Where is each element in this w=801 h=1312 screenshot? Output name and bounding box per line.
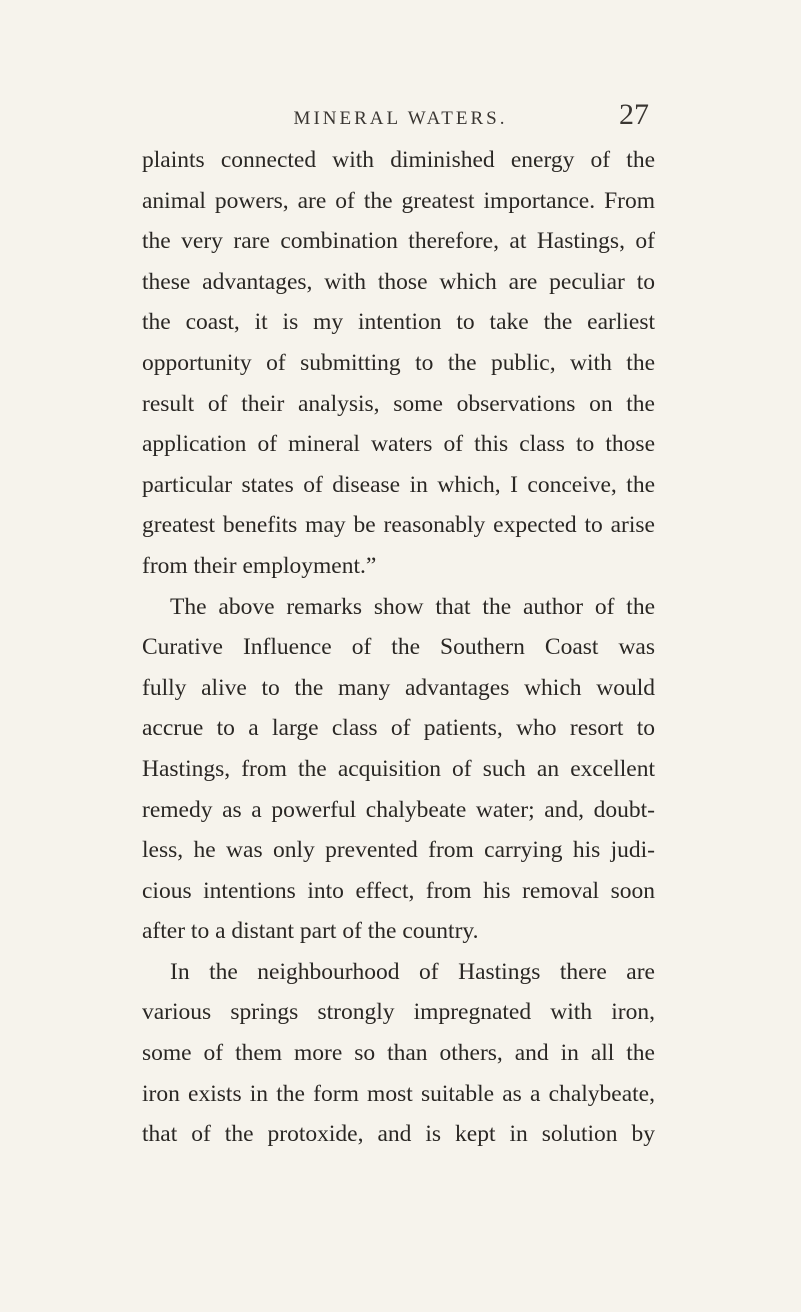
- paragraph: [142, 140, 655, 587]
- text-line: animal powers, are of the greatest importance. From: [142, 187, 655, 214]
- text-line: fully alive to the many advantages which would: [142, 674, 655, 701]
- text-line: the coast, it is my intention to take the earliest: [142, 309, 655, 336]
- text-line: Curative Influence of the Southern Coast was: [142, 634, 655, 661]
- text-line: The above remarks show that the author of the: [170, 593, 655, 620]
- text-line: remedy as a powerful chalybeate water; and, doubt-: [142, 796, 655, 823]
- text-line: application of mineral waters of this class to those: [142, 431, 655, 458]
- text-line: the very rare combination therefore, at Hastings, of: [142, 228, 655, 255]
- text-line: In the neighbourhood of Hastings there are: [170, 958, 655, 985]
- text-line: cious intentions into effect, from his removal soon: [142, 877, 655, 904]
- paragraph: [142, 587, 655, 952]
- text-line: after to a distant part of the country.: [142, 918, 479, 945]
- text-line: opportunity of submitting to the public, with the: [142, 349, 655, 376]
- text-line: various springs strongly impregnated with iron,: [142, 999, 655, 1026]
- body-text: [142, 140, 655, 1155]
- text-line: less, he was only prevented from carrying his judi-: [142, 837, 655, 864]
- text-line: particular states of disease in which, I conceive, the: [142, 471, 655, 498]
- text-line: Hastings, from the acquisition of such an excellent: [142, 755, 655, 782]
- text-line: iron exists in the form most suitable as a chalybeate,: [142, 1080, 655, 1107]
- text-line: result of their analysis, some observations on the: [142, 390, 655, 417]
- page-number: 27: [619, 98, 649, 131]
- text-line: that of the protoxide, and is kept in solution by: [142, 1121, 655, 1148]
- text-line: some of them more so than others, and in all the: [142, 1040, 655, 1067]
- text-line: greatest benefits may be reasonably expected to arise: [142, 512, 655, 539]
- text-line: accrue to a large class of patients, who resort to: [142, 715, 655, 742]
- text-line: these advantages, with those which are peculiar to: [142, 268, 655, 295]
- running-title: MINERAL WATERS.: [293, 108, 508, 129]
- paragraph: [142, 952, 655, 1155]
- running-head: [0, 98, 801, 138]
- text-line: plaints connected with diminished energy of the: [142, 147, 655, 173]
- text-line: from their employment.”: [142, 552, 377, 579]
